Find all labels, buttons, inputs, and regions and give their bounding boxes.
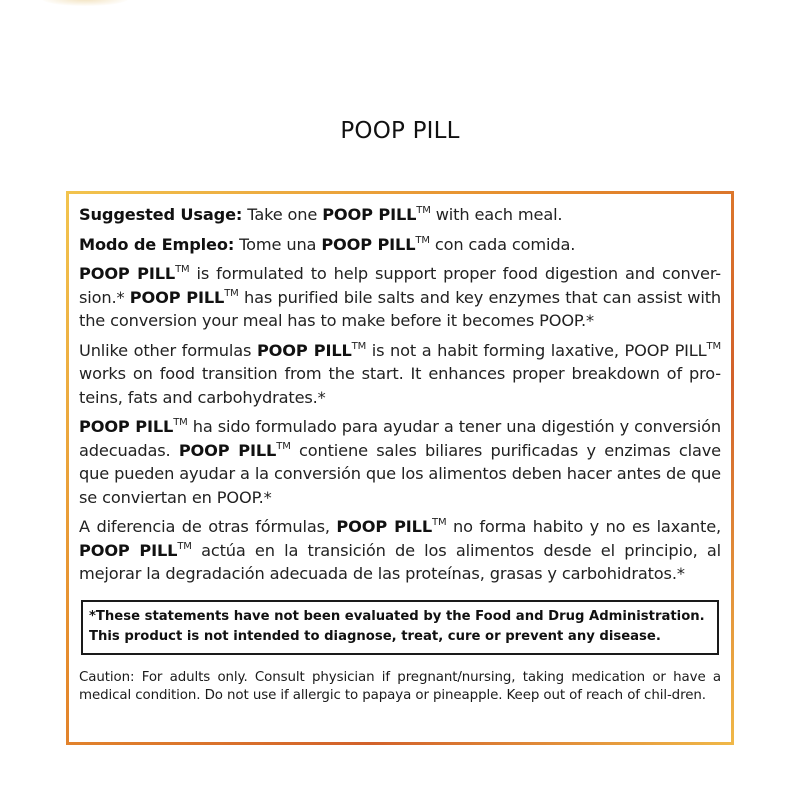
description-en-1-b: has purified bile salts and key enzymes that can assist with the conversion your meal has to make before it becomes POOP.* (79, 287, 722, 330)
description-es-1-b: contiene sales biliares purificadas y enzimas clave que pueden ayudar a la conversión que los alimentos deben hacer antes de que se conviertan en POOP.* (79, 440, 721, 507)
trademark: TM (706, 340, 721, 352)
trademark: TM (173, 417, 188, 428)
description-en-1 (79, 262, 721, 333)
brand-name: POOP PILL (321, 234, 416, 254)
brand-name: POOP PILL (79, 540, 178, 560)
description-en-2-b: is not a habit forming laxative, POOP PILL (371, 340, 707, 360)
description-en-2-a: Unlike other formulas (79, 340, 252, 360)
usage-before: Take one (247, 205, 318, 224)
description-en-1-a: is formulated to help support proper food digestion and conver-sion.* (79, 264, 721, 307)
brand-name: POOP PILL (336, 517, 432, 536)
brand-name: POOP PILL (79, 417, 174, 436)
usage-label: Suggested Usage: (79, 205, 243, 224)
trademark: TM (416, 205, 431, 216)
trademark: TM (351, 340, 367, 352)
trademark: TM (415, 234, 430, 246)
description-es-2 (79, 515, 721, 586)
brand-name: POOP PILL (178, 440, 277, 460)
fda-disclaimer: *These statements have not been evaluated by the Food and Drug Administration. This product is not intended to diagnose, treat, cure or prevent any disease. (81, 600, 719, 655)
trademark: TM (276, 440, 291, 452)
trademark: TM (432, 517, 447, 528)
brand-name: POOP PILL (129, 287, 225, 307)
description-es-2-b: no forma habito y no es laxante, (452, 517, 721, 536)
description-es-2-c: actúa en la transición de los alimentos desde el principio, al mejorar la degradación adecuada de las proteínas, grasas y carbohidratos.* (79, 540, 721, 583)
page-title: POOP PILL (340, 118, 460, 144)
caution-notice: Caution: For adults only. Consult physician if pregnant/nursing, taking medication or have a medical condition. Do not use if allergic to papaya or pineapple. Keep out of reach of chil-dren. (79, 669, 721, 703)
brand-name: POOP PILL (322, 205, 417, 224)
decorative-glow (42, 0, 128, 6)
label-body (69, 194, 731, 742)
empleo-after: con cada comida. (434, 234, 576, 254)
brand-name: POOP PILL (256, 340, 352, 360)
empleo-before: Tome una (239, 234, 317, 254)
description-es-1 (79, 415, 721, 509)
trademark: TM (177, 540, 192, 552)
trademark: TM (175, 264, 190, 275)
description-en-2 (79, 339, 721, 410)
description-es-2-a: A diferencia de otras fórmulas, (79, 517, 330, 536)
description-es-1-a: ha sido formulado para ayudar a tener una digestión y conversión adecuadas. (79, 417, 721, 460)
trademark: TM (224, 287, 239, 299)
usage-after: with each meal. (435, 205, 563, 224)
label-frame (66, 191, 734, 745)
suggested-usage (79, 203, 721, 227)
brand-name: POOP PILL (79, 264, 176, 283)
description-en-2-c: works on food transition from the start. It enhances proper breakdown of pro-teins, fats and carbohydrates.* (79, 364, 721, 407)
modo-de-empleo (79, 233, 721, 257)
empleo-label: Modo de Empleo: (79, 234, 235, 254)
